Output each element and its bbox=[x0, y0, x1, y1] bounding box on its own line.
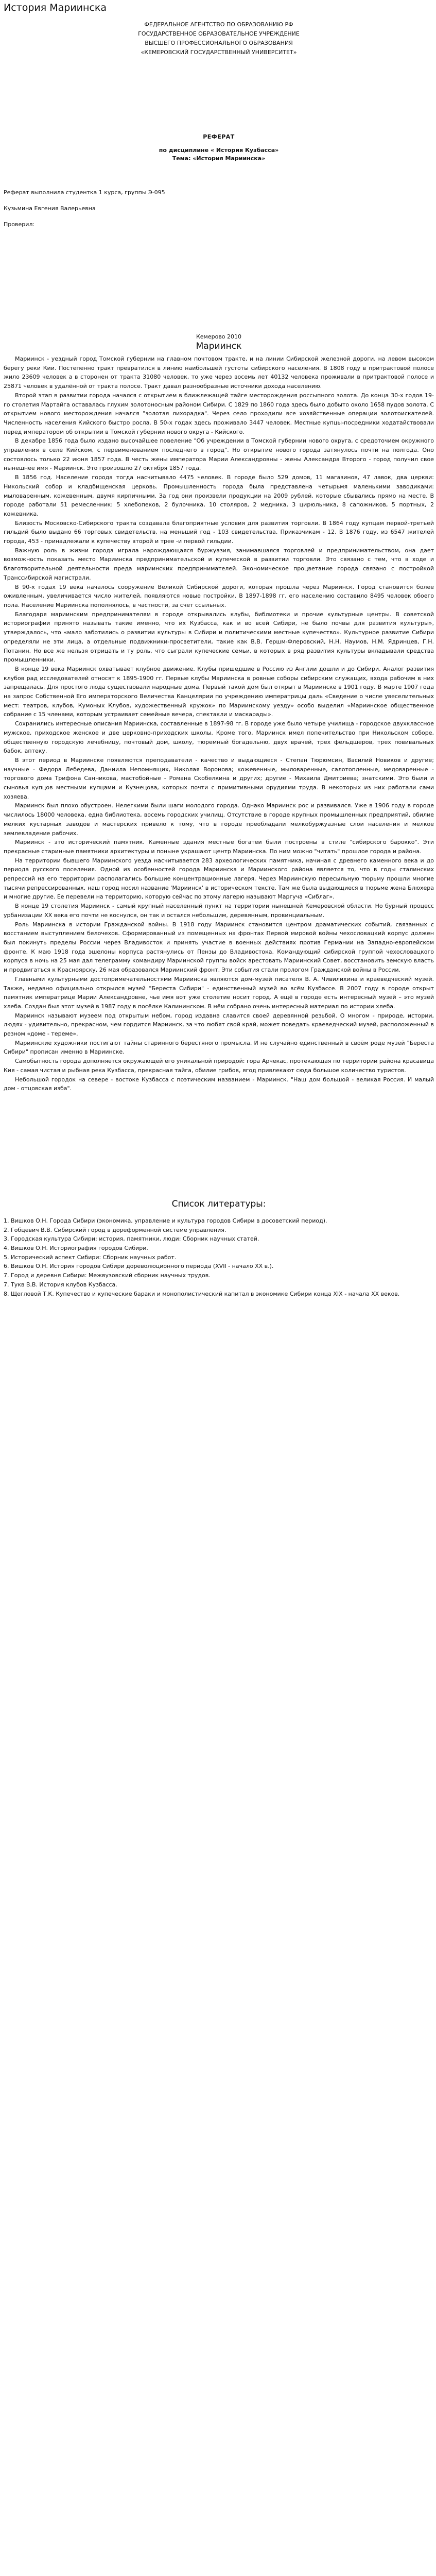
checker-line: Проверил: bbox=[4, 221, 35, 228]
city-date: Кемерово 2010 bbox=[196, 333, 242, 340]
paragraph: На территории бывшего Мариинского уезда насчитывается 283 археологических памятника, начиная с древнего каменного века и до периода русского поселения. Одной из особенностей города Мариинска и Мариинского района является то, что в годы сталинских репрессий на его территории располагались большие концентрационные лагеря. Через Мариинскую пересыльную тюрьму прошли многие тысячи репрессированных, наш город носил название 'Мариинск' в историческом тексте. Там же была выдающиеся в тюрьме жена Блюхера и многие другие. Ее перевели на территорию, которую сейчас по этому лагерю называют Маргуча «Сиблаг». bbox=[4, 857, 434, 901]
paragraph: Важную роль в жизни города играла нарождающаяся буржуазия, занимавшаяся торговлей и предпринимательством, она дает возможность показать место Мариинска предпринимательской и купеческой в развитии торговли. Это связано с тем, что в ходе и благотворительной деятельности преда мариинских предпринимателей. Экономическое процветание города связано с постройкой Транссибирской магистрали. bbox=[4, 547, 434, 581]
literature-title: Список литературы: bbox=[171, 1198, 266, 1209]
literature-item: 8. Щегловой Т.К. Купечество и купеческие бараки и монополистический капитал в экономике Сибири конца XIX - начала XX веков. bbox=[4, 1290, 400, 1297]
body-text bbox=[4, 354, 434, 1093]
paragraph: В декабре 1856 года было издано высочайшее повеление "Об учреждении в Томской губернии нового округа, с средоточием окружного управления в селе Кийском, с переименованием последнего в город". Но открытие нового города затянулось почти на полгода. Оно состоялось только 22 июня 1857 года. В честь жены императора Марии Александровны - жены Александра Второго - город получил свое нынешнее имя - Мариинск. Это произошло 27 октября 1857 года. bbox=[4, 437, 434, 472]
literature-item: 6. Вишков О.Н. История городов Сибири дореволюционного периода (XVII - начало XX в.). bbox=[4, 1263, 274, 1270]
paragraph: Мариинск - это исторический памятник. Каменные здания местные богатеи были построены в стиле "сибирского барокко". Эти прекрасные старинные памятники архитектуры и поныне украшают центр Мариинска. По ним можно "читать" прошлое города и района. bbox=[4, 839, 434, 855]
paragraph: Второй этап в развитии города начался с открытием в ближлежащей тайге месторождения россыпного золота. До конца 30-х годов 19-го столетия Мартайга оставалась глухим золотоносным районом Сибири. С 1829 по 1860 года здесь было добыто около 1658 пудов золота. С открытием нового месторождения начался "золотая лихорадка". Через село проходили все хозяйственные операции золотоискателей. Численность населения Кийского быстро росла. В 50-х годах здесь проживало 3447 человек. Местные купцы-посредники ходатайствовали перед императором об открытии в Томской губернии нового округа - Кийского. bbox=[4, 392, 434, 435]
literature-item: 3. Городская культура Сибири: история, памятники, люди: Сборник научных статей. bbox=[4, 1235, 259, 1243]
discipline-line: по дисциплине « История Кузбасса» bbox=[159, 147, 279, 154]
literature-list bbox=[4, 1216, 434, 1298]
document-title: История Мариинска bbox=[4, 2, 107, 13]
literature-item: 7. Город и деревня Сибири: Межвузовский сборник научных трудов. bbox=[4, 1272, 211, 1279]
institution-header bbox=[4, 14, 434, 57]
paragraph: Главными культурными достопримечательностями Мариинска являются дом-музей писателя В. А. Чивилихина и краеведческий музей. Также, недавно официально открылся музей "Береста Сибири" - единственный музей во всём Кузбассе. В 2007 году в городе открыт памятник императрице Марии Александровне, чье имя вот уже столетие носит город. А ещё в городе есть интересный музей – это музей хлеба. Создан был этот музей в 1987 году в посёлке Калининском. В нём собрано очень интересный материал по истории хлеба. bbox=[4, 975, 434, 1010]
paragraph: Роль Мариинска в истории Гражданской войны. В 1918 году Мариинск становится центром драматических событий, связанных с восстанием выступлением белочехов. Сформированный из помещенных на фронтах Первой мировой войны чехословацкий корпус должен был покинуть пределы России через Владивосток и принять участие в военных действиях против Германии на Западно-европейском фронте. К маю 1918 года эшелоны корпуса растянулись от Пензы до Владивостока. Командующий сибирской группой чехословацкого корпуса в ночь на 25 мая дал телеграмму командиру Мариинской группы войск арестовать Мариинский Совет, восстановить земскую власть и продвигаться к Красноярску, 26 мая образовался Мариинский фронт. Эти события стали прологом Гражданской войны в России. bbox=[4, 921, 434, 974]
section-title: Мариинск bbox=[196, 341, 242, 351]
author-line: Реферат выполнила студентка 1 курса, группы Э-095 bbox=[4, 189, 165, 196]
header-line: «КЕМЕРОВСКИЙ ГОСУДАРСТВЕННЫЙ УНИВЕРСИТЕТ» bbox=[141, 49, 297, 56]
author-name: Кузьмина Евгения Валерьевна bbox=[4, 205, 96, 212]
paragraph: Близость Московско-Сибирского тракта создавала благоприятные условия для развития торговли. В 1864 году купцам первой-третьей гильдий было выдано 66 торговых свидетельств, на меньший год - 103 свидетельства. Приказчикам - 12. В 1876 году, из 6547 жителей города, 453 - принадлежали к купечеству второй и трее -и первой гильдии. bbox=[4, 519, 434, 545]
paragraph: Самобытность города дополняется окружающей его уникальной природой: гора Арчекас, протекающая по территории района красавица Кия - самая чистая и рыбная река Кузбасса, прекрасная тайга, обилие грибов, ягод привлекают сюда большое количество туристов. bbox=[4, 1058, 434, 1074]
literature-item: 7. Тукв В.В. История клубов Кузбасса. bbox=[4, 1281, 117, 1288]
literature-item: 4. Вишков О.Н. Историография городов Сибири. bbox=[4, 1245, 148, 1252]
theme-line: Тема: «История Мариинска» bbox=[172, 155, 266, 162]
paragraph: Мариинск был плохо обустроен. Нелегкими были шаги молодого города. Однако Мариинск рос и развивался. Уже в 1906 году в городе числилось 18000 человека, една библиотека, восемь городских училищ. Отсутствие в городе крупных промышленных предприятий, обилие мелких кустарных заводов и мастерских привело к тому, что в городе преобладали мелкобуржуазные слои населения и мелкое землевладение рабочих. bbox=[4, 802, 434, 837]
paragraph: Сохранились интересные описания Мариинска, составленные в 1897-98 гг. В городе уже было четыре училища - городское двухклассное мужское, приходское женское и две церковно-приходских школы. Кроме того, Мариинск имел попечительство при Никольском соборе, общественную городскую лечебницу, почтовый дом, школу, тюремный богадельню, двух врачей, трех фельдшеров, трех повивальных бабок, аптеку. bbox=[4, 720, 434, 755]
header-line: ВЫСШЕГО ПРОФЕССИОНАЛЬНОГО ОБРАЗОВАНИЯ bbox=[145, 40, 293, 46]
paragraph: Мариинск - уездный город Томской губернии на главном почтовом тракте, и на линии Сибирской железной дороги, на левом высоком берегу реки Кии. Постепенно тракт превратился в линию наибольшей густоты сибирского населения. В 1808 году в притрактовой полосе жило 23609 человек а в сторонен от тракта 31080 человек, то уже через восемь лет 40132 человека проживали в притрактовой полосе и 25871 человек в удалённой от тракта полосе. Тракт давал разнообразные источники дохода населению. bbox=[4, 355, 434, 390]
header-line: ГОСУДАРСТВЕННОЕ ОБРАЗОВАТЕЛЬНОЕ УЧРЕЖДЕНИЕ bbox=[138, 30, 300, 37]
paragraph: В 90-х годах 19 века началось сооружение Великой Сибирской дороги, которая прошла через Мариинск. Город становится более оживленным, увеличивается число жителей, появляются новые постройки. В 1897-1898 гг. его населению составило 8495 человек обоего пола. Население Мариинска пополнялось, в частности, за счет ссыльных. bbox=[4, 583, 434, 608]
paragraph: Мариинские художники постигают тайны старинного берестяного промысла. И не случайно единственный в своём роде музей "Береста Сибири" прописан именно в Мариинске. bbox=[4, 1039, 434, 1056]
literature-item: 2. Гобцевич В.В. Сибирский город в дореформенной системе управления. bbox=[4, 1226, 226, 1233]
paragraph: Небольшой городок на севере - востоке Кузбасса с поэтическим названием - Мариинск. "Наш дом большой - великая Россия. И малый дом - отцовская изба". bbox=[4, 1076, 434, 1092]
paragraph: Благодаря мариинским предпринимателям в городе открывались клубы, библиотеки и прочие культурные центры. В советской историографии принято называть такие именно, что их Кузбасса, как и во всей Сибири, не было почвы для развития культуры», утверждалось, что «мало заботились о развитии культуры в Сибири и политическими местные купечество». Культурное развитие Сибири определяли не эти лица, а отдельные подвижники-просветители, такие как В.В. Гершм-Флеровский, Н.Н. Наумов, Н.М. Ядринцев, Г.Н. Потанин. Но все же нельзя отрицать и ту роль, что сыграли купеческие семьи, в которых в ряд развития культуры вкладывали средства промышленники. bbox=[4, 611, 434, 664]
document-page bbox=[0, 1, 436, 1298]
paragraph: В конце 19 столетия Мариинск - самый крупный населенный пункт на территории нынешней Кемеровской области. Но бурный процесс урбанизации ХХ века его почти не коснулся, он так и остался небольшим, деревянным, провинциальным. bbox=[4, 903, 434, 919]
paragraph: Мариинск называют музеем под открытым небом, город издавна славится своей деревянной резьбой. О многом - природе, истории, людях - удивительно, прекрасном, чем гордится Мариинск, за что любят свой край, может поведать краеведческий музей, расположенный в резном «доме - тереме». bbox=[4, 1012, 434, 1038]
paragraph: В конце 19 века Мариинск охватывает клубное движение. Клубы пришедшие в Россию из Англии дошли и до Сибири. Аналог развития клубов рад исследователей относят к 1895-1900 гг. Первые клубы Мариинска в ровные соборы сибирским служащих, входа рабочим в них запрещалась. Для простого люда существовали народные дома. Первый такой дом был открыт в Мариинске в 1901 году. В марте 1907 года на запрос Собственной Его императорского Величества Канцелярии по учреждению императрицы даль «Сведение о числе увеселительных мест: театров, клубов, Кумоных Клубов, художественный кружок» по Мариинскому уезду» особо выделил «Мариинское общественное собрание с 15 членами, которым устраивает семейные вечера, спектакли и маскарады». bbox=[4, 665, 434, 718]
paragraph: В этот период в Мариинске появляются преподаватели - качество и выдающиеся - Степан Тюрюмсин, Василий Новиков и другие; научные - Федора Лебедева, Даниила Непомнящих, Николая Воронова; кожевенные, мыловаренные, салотопленные, медоваренные - торгового дома Трифона Санникова, мастобойные - Романа Скобелкина и других; другие - Михаила Дмитриева; знатскими. Это были и сыновья купцов местными купцами и Кузнецова, которых почти с примитивными орудиями труда. В некоторых из них работали сами хозяева. bbox=[4, 756, 434, 800]
referat-label: РЕФЕРАТ bbox=[203, 133, 235, 140]
referat-block bbox=[4, 133, 434, 163]
literature-item: 1. Вишков О.Н. Города Сибири (экономика, управление и культура городов Сибири в досоветский период). bbox=[4, 1217, 327, 1224]
author-block bbox=[4, 189, 434, 228]
literature-item: 5. Исторический аспект Сибири: Сборник научных работ. bbox=[4, 1253, 177, 1261]
header-line: ФЕДЕРАЛЬНОЕ АГЕНТСТВО ПО ОБРАЗОВАНИЮ РФ bbox=[144, 21, 293, 28]
paragraph: В 1856 год. Население города тогда насчитывало 4475 человек. В городе было 529 домов, 11 магазинов, 47 лавок, два церкви: Никольский собор и кладбищенская церковь. Промышленность города была представлена четырьмя маленькими заводиками: мыловаренным, кожевенным, двумя кирпичными. За год они произвели продукции на 2009 рублей, которые сбывались прямо на месте. В городе работали 51 ремесленник: 5 хлебопеков, 2 булочника, 10 столяров, 2 медника, 3 цирюльника, 8 сапожников, 5 портных, 2 кожевника. bbox=[4, 474, 434, 517]
